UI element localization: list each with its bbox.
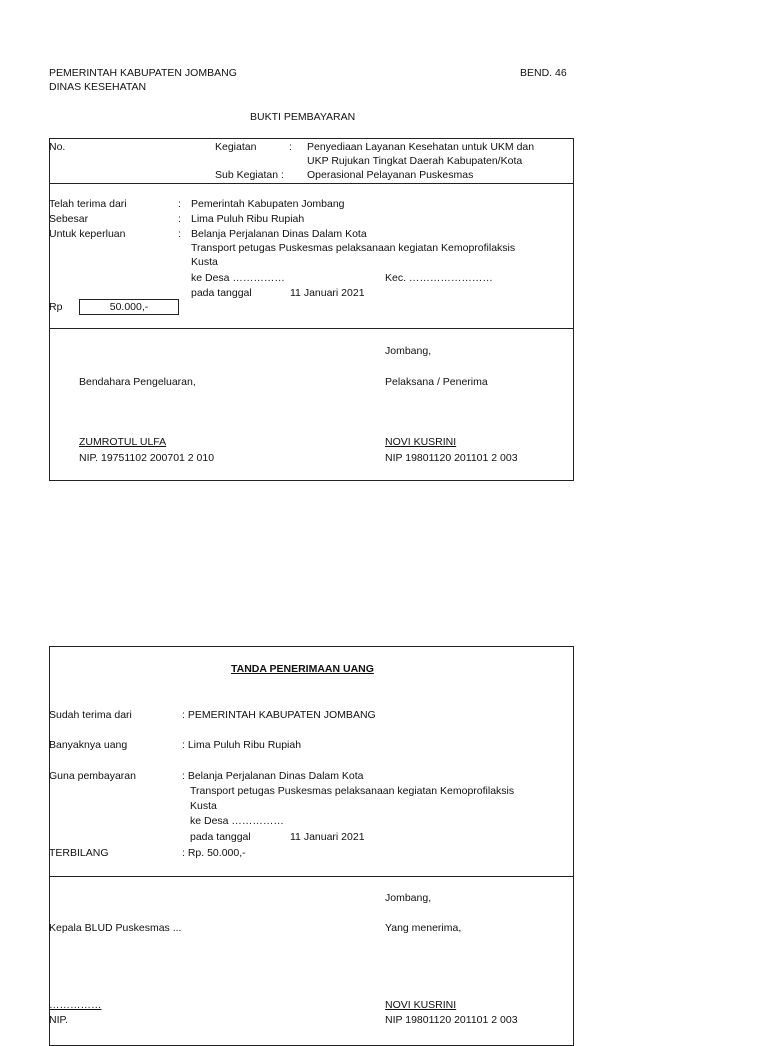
header-agency: PEMERINTAH KABUPATEN JOMBANG [49, 67, 237, 79]
telah-terima-label: Telah terima dari [49, 198, 127, 210]
kegiatan-colon: : [289, 141, 292, 153]
guna-pembayaran-value-2: Transport petugas Puskesmas pelaksanaan kegiatan Kemoprofilaksis [190, 785, 515, 797]
sebesar-label: Sebesar [49, 213, 89, 225]
colon: : [178, 198, 181, 210]
divider [49, 183, 574, 184]
amount-value: 50.000,- [109, 301, 149, 313]
colon: : [178, 213, 181, 225]
divider [49, 876, 574, 877]
tanggal-value: 11 Januari 2021 [290, 831, 365, 843]
bendahara-name: ZUMROTUL ULFA [79, 436, 167, 448]
terbilang-value: : Rp. 50.000,- [182, 847, 246, 859]
kepala-role: Kepala BLUD Puskesmas ... [49, 922, 182, 934]
banyaknya-uang-label: Banyaknya uang [49, 739, 128, 751]
terbilang-label: TERBILANG [49, 847, 109, 859]
telah-terima-value: Pemerintah Kabupaten Jombang [191, 198, 345, 210]
tanda-title: TANDA PENERIMAAN UANG [231, 663, 374, 675]
penerima-nip: NIP 19801120 201101 2 003 [385, 1014, 518, 1026]
penerima-nip: NIP 19801120 201101 2 003 [385, 452, 518, 464]
document-title: BUKTI PEMBAYARAN [250, 111, 356, 123]
colon: : [178, 228, 181, 240]
kegiatan-value: Penyediaan Layanan Kesehatan untuk UKM dan [307, 141, 535, 153]
guna-pembayaran-value: : Belanja Perjalanan Dinas Dalam Kota [182, 770, 364, 782]
penerima-name: NOVI KUSRINI [385, 436, 457, 448]
no-label: No. [49, 141, 66, 153]
rp-label: Rp [49, 301, 63, 313]
sub-kegiatan-label: Sub Kegiatan : [215, 169, 284, 181]
keperluan-label: Untuk keperluan [49, 228, 126, 240]
bendahara-role: Bendahara Pengeluaran, [79, 376, 196, 388]
penerima-role: Yang menerima, [385, 922, 462, 934]
pada-tanggal-label: pada tanggal [190, 831, 251, 843]
penerima-name: NOVI KUSRINI [385, 999, 457, 1011]
banyaknya-uang-value: : Lima Puluh Ribu Rupiah [182, 739, 302, 751]
place-label: Jombang, [385, 892, 432, 904]
sub-kegiatan-value: Operasional Pelayanan Puskesmas [307, 169, 474, 181]
sudah-terima-value: : PEMERINTAH KABUPATEN JOMBANG [182, 709, 376, 721]
form-code: BEND. 46 [520, 67, 567, 79]
keperluan-value-3: Kusta [191, 256, 218, 268]
keperluan-value: Belanja Perjalanan Dinas Dalam Kota [191, 228, 367, 240]
kecamatan: Kec. …………………… [385, 272, 493, 284]
header-department: DINAS KESEHATAN [49, 81, 147, 93]
guna-pembayaran-value-3: Kusta [190, 800, 217, 812]
divider [49, 328, 574, 329]
amount-box [79, 299, 179, 315]
kepala-name: …………… [49, 999, 102, 1011]
guna-pembayaran-label: Guna pembayaran [49, 770, 136, 782]
pada-tanggal-label: pada tanggal [191, 287, 252, 299]
sebesar-value: Lima Puluh Ribu Rupiah [191, 213, 305, 225]
kegiatan-value-2: UKP Rujukan Tingkat Daerah Kabupaten/Kota [307, 155, 523, 167]
ke-desa: ke Desa …………… [191, 272, 285, 284]
tanda-penerimaan-box [49, 646, 574, 1046]
ke-desa: ke Desa …………… [190, 815, 284, 827]
kepala-nip: NIP. [49, 1014, 69, 1026]
sudah-terima-label: Sudah terima dari [49, 709, 132, 721]
penerima-role: Pelaksana / Penerima [385, 376, 488, 388]
tanggal-value: 11 Januari 2021 [290, 287, 365, 299]
keperluan-value-2: Transport petugas Puskesmas pelaksanaan kegiatan Kemoprofilaksis [191, 242, 516, 254]
place-label: Jombang, [385, 345, 432, 357]
kegiatan-label: Kegiatan [215, 141, 257, 153]
bendahara-nip: NIP. 19751102 200701 2 010 [79, 452, 215, 464]
